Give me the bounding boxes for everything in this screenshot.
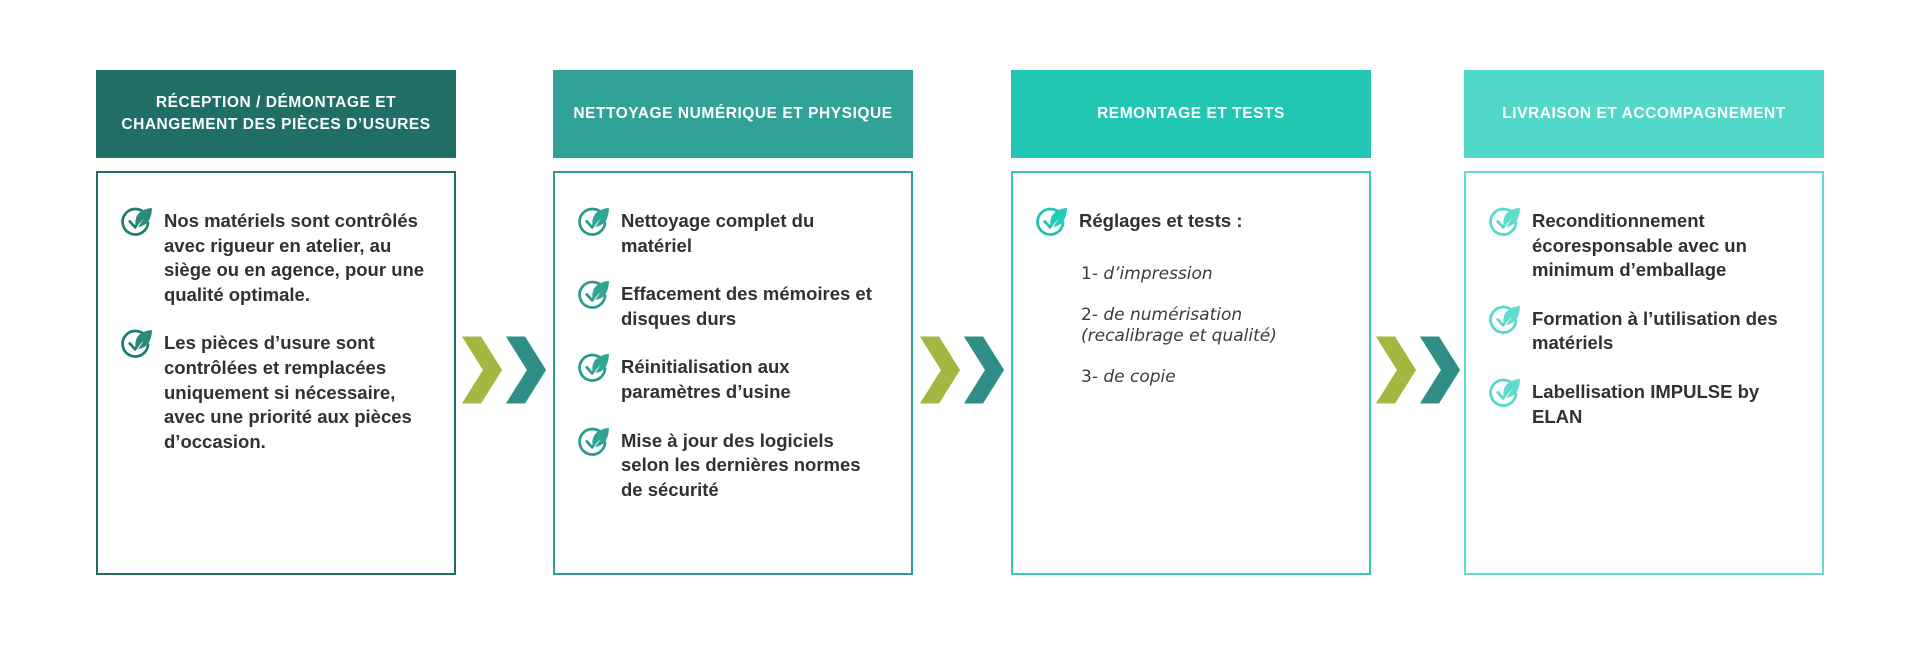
step-4-body — [1464, 171, 1824, 575]
sub-list-item-number: 1- — [1081, 264, 1098, 284]
list-item-label: Labellisation IMPULSE by ELAN — [1532, 380, 1760, 427]
list-item — [1488, 305, 1796, 356]
list-item — [1488, 378, 1796, 429]
step-card-1 — [96, 70, 456, 575]
sub-list-item — [1081, 264, 1343, 286]
leaf-check-icon — [120, 326, 154, 360]
leaf-check-icon — [120, 204, 154, 238]
step-3-sub-list — [1035, 264, 1343, 388]
sub-list-item-number: 2- — [1081, 304, 1098, 325]
double-chevron-right-icon — [504, 333, 548, 407]
sub-list-item-number: 3- — [1081, 366, 1098, 387]
sub-list-item-label: de copie — [1103, 366, 1176, 387]
list-item — [577, 353, 885, 404]
leaf-check-icon — [577, 424, 611, 458]
arrow-2 — [918, 333, 1006, 407]
sub-list-item — [1081, 367, 1343, 389]
double-chevron-right-icon — [962, 333, 1006, 407]
list-item — [120, 329, 428, 454]
list-item-label: Réglages et tests : — [1079, 210, 1243, 231]
step-card-2 — [553, 70, 913, 575]
step-card-3 — [1011, 70, 1371, 575]
leaf-check-icon — [577, 277, 611, 311]
list-item-label: Reconditionnement écoresponsable avec un minimum d’emballage — [1532, 210, 1747, 281]
step-card-4 — [1464, 70, 1824, 575]
list-item — [1035, 207, 1343, 238]
leaf-check-icon — [577, 350, 611, 384]
list-item — [1488, 207, 1796, 283]
list-item-label: Formation à l’utilisation des matériels — [1532, 307, 1778, 354]
list-item — [577, 207, 885, 258]
double-chevron-right-icon — [460, 333, 504, 407]
list-item-label: Mise à jour des logiciels selon les dernières normes de sécurité — [621, 429, 861, 500]
list-item — [577, 280, 885, 331]
step-3-body — [1011, 171, 1371, 575]
list-item — [120, 207, 428, 307]
list-item-label: Réinitialisation aux paramètres d’usine — [621, 356, 791, 402]
list-item-label: Nettoyage complet du matériel — [621, 210, 815, 256]
leaf-check-icon — [1488, 375, 1522, 409]
leaf-check-icon — [1488, 302, 1522, 336]
sub-list-item-label: d’impression — [1103, 264, 1213, 284]
step-1-body — [96, 171, 456, 575]
step-1-header: RÉCEPTION / DÉMONTAGE ET CHANGEMENT DES PIÈCES D’USURES — [96, 70, 456, 158]
list-item — [577, 427, 885, 503]
step-3-header: REMONTAGE ET TESTS — [1011, 70, 1371, 158]
leaf-check-icon — [577, 204, 611, 238]
step-4-header: LIVRAISON ET ACCOMPAGNEMENT — [1464, 70, 1824, 158]
list-item-label: Effacement des mémoires et disques durs — [621, 283, 872, 329]
step-2-header: NETTOYAGE NUMÉRIQUE ET PHYSIQUE — [553, 70, 913, 158]
list-item-label: Les pièces d’usure sont contrôlées et remplacées uniquement si nécessaire, avec une priorité aux pièces d’occasion. — [164, 332, 412, 452]
double-chevron-right-icon — [918, 333, 962, 407]
sub-list-item-label: de numérisation (recalibrage et qualité) — [1081, 304, 1277, 347]
leaf-check-icon — [1035, 204, 1069, 238]
arrow-1 — [460, 333, 548, 407]
double-chevron-right-icon — [1374, 333, 1418, 407]
arrow-3 — [1374, 333, 1462, 407]
list-item-label: Nos matériels sont contrôlés avec rigueur en atelier, au siège ou en agence, pour une qualité optimale. — [164, 210, 425, 305]
double-chevron-right-icon — [1418, 333, 1462, 407]
leaf-check-icon — [1488, 204, 1522, 238]
step-2-body — [553, 171, 913, 575]
sub-list-item — [1081, 305, 1343, 348]
